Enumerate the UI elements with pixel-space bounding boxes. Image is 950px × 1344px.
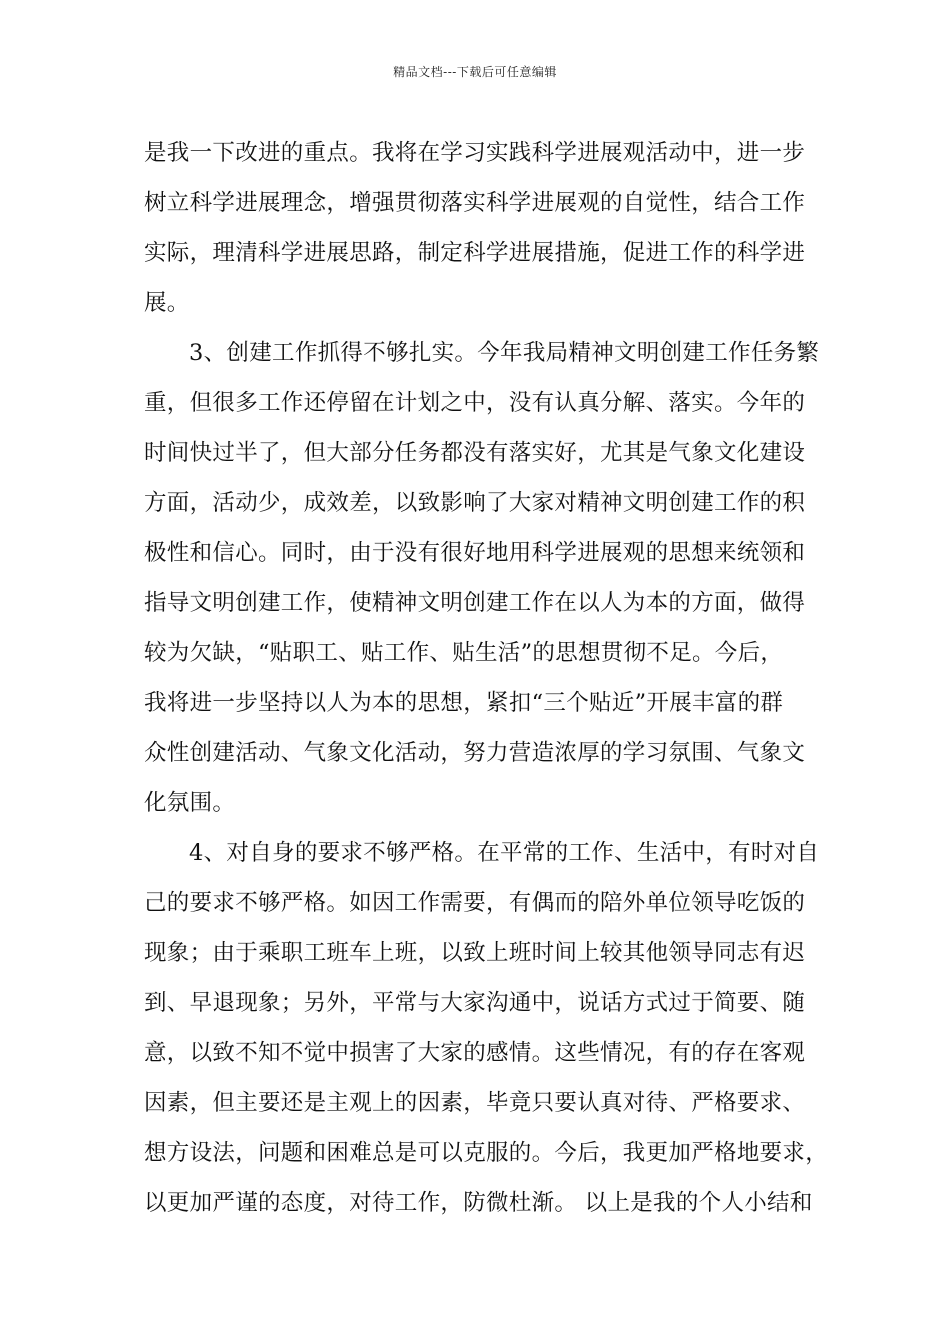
text-line: 是我一下改进的重点。我将在学习实践科学进展观活动中，进一步: [144, 140, 806, 166]
text-line: 树立科学进展理念，增强贯彻落实科学进展观的自觉性，结合工作: [144, 190, 806, 216]
paragraph-3-heading-line: 3、创建工作抓得不够扎实。今年我局精神文明创建工作任务繁: [189, 340, 820, 366]
text-line: 方面，活动少，成效差，以致影响了大家对精神文明创建工作的积: [144, 490, 806, 516]
text-line: 众性创建活动、气象文化活动，努力营造浓厚的学习氛围、气象文: [144, 740, 806, 766]
text-line: 因素，但主要还是主观上的因素，毕竟只要认真对待、严格要求、: [144, 1090, 806, 1116]
text-line: 想方设法，问题和困难总是可以克服的。今后，我更加严格地要求，: [144, 1140, 829, 1166]
text-line: 实际，理清科学进展思路，制定科学进展措施，促进工作的科学进: [144, 240, 806, 266]
text-line: 时间快过半了，但大部分任务都没有落实好，尤其是气象文化建设: [144, 440, 806, 466]
text-line: 化氛围。: [144, 790, 236, 816]
page-header: 精品文档---下载后可任意编辑: [393, 65, 557, 79]
text-line: 己的要求不够严格。如因工作需要，有偶而的陪外单位领导吃饭的: [144, 890, 806, 916]
text-line: 以更加严谨的态度，对待工作，防微杜渐。 以上是我的个人小结和: [144, 1190, 813, 1216]
document-body: [144, 128, 829, 1228]
text-line: 现象；由于乘职工班车上班，以致上班时间上较其他领导同志有迟: [144, 940, 806, 966]
text-line: 极性和信心。同时，由于没有很好地用科学进展观的思想来统领和: [144, 540, 806, 566]
text-line: 较为欠缺，“贴职工、贴工作、贴生活”的思想贯彻不足。今后，: [144, 640, 784, 666]
text-line: 意，以致不知不觉中损害了大家的感情。这些情况，有的存在客观: [144, 1040, 806, 1066]
text-line: 指导文明创建工作，使精神文明创建工作在以人为本的方面，做得: [144, 590, 806, 616]
text-line: 重，但很多工作还停留在计划之中，没有认真分解、落实。今年的: [144, 390, 806, 416]
paragraph-4-heading-line: 4、对自身的要求不够严格。在平常的工作、生活中，有时对自: [189, 840, 820, 866]
text-line: 展。: [144, 290, 190, 316]
text-line: 到、早退现象；另外，平常与大家沟通中，说话方式过于简要、随: [144, 990, 806, 1016]
text-line: 我将进一步坚持以人为本的思想，紧扣“三个贴近”开展丰富的群: [144, 690, 784, 716]
